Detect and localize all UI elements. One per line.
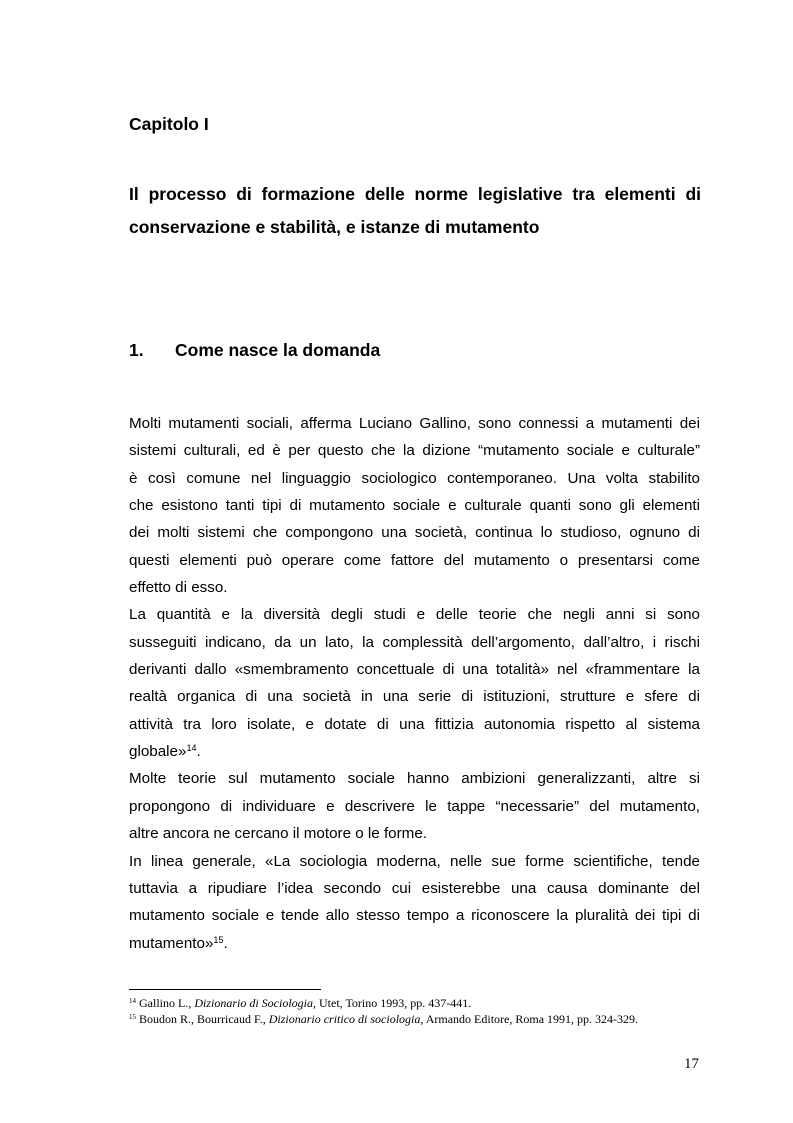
footnote-details: , Armando Editore, Roma 1991, pp. 324-329. — [420, 1011, 639, 1026]
body-line: derivanti dallo «smembramento concettuale di una totalità» nel «frammentare la — [129, 661, 700, 679]
body-line: realtà organica di una società in una serie di istituzioni, strutture e sfere di — [129, 688, 700, 706]
body-line: Molti mutamenti sociali, afferma Luciano Gallino, sono connessi a mutamenti dei — [129, 415, 700, 432]
body-line: tuttavia a ripudiare l’idea secondo cui esisterebbe una causa dominante del — [129, 879, 700, 897]
footnote-mark: 15 — [129, 1012, 136, 1021]
section-number: 1. — [129, 340, 144, 360]
body-line: sistemi culturali, ed è per questo che la dizione “mutamento sociale e culturale” — [129, 442, 700, 460]
body-line — [129, 930, 700, 957]
footnote-author: Gallino L., — [136, 996, 195, 1010]
footnote-details: , Utet, Torino 1993, pp. 437-441. — [313, 996, 472, 1010]
body-line: propongono di individuare e descrivere le tappe “necessarie” del mutamento, — [129, 797, 700, 815]
page-number: 17 — [684, 1056, 699, 1072]
chapter-title-line: Il processo di formazione delle norme legislative tra elementi di — [129, 184, 701, 204]
body-line: questi elementi può operare come fattore del mutamento o presentarsi come — [129, 551, 700, 569]
section-heading — [129, 340, 380, 361]
footnote-ref-period: . — [223, 934, 228, 952]
body-line: attività tra loro isolate, e dotate di una fittizia autonomia rispetto al sistema — [129, 715, 700, 733]
footnote-ref-15[interactable]: 15 — [213, 934, 224, 945]
body-line: In linea generale, «La sociologia moderna, nelle sue forme scientifiche, tende — [129, 852, 700, 870]
section-title: Come nasce la domanda — [175, 340, 381, 360]
chapter-title-line: conservazione e stabilità, e istanze di mutamento — [129, 217, 540, 237]
chapter-label: Capitolo I — [129, 114, 209, 134]
footnote-author: Boudon R., Bourricaud F., — [136, 1011, 269, 1026]
body-line — [129, 738, 700, 765]
body-line: La quantità e la diversità degli studi e delle teorie che negli anni si sono — [129, 606, 700, 624]
footnote-work-title: Dizionario critico di sociologia — [268, 1011, 421, 1026]
body-line: Molte teorie sul mutamento sociale hanno ambizioni generalizzanti, altre si — [129, 770, 700, 788]
body-line: effetto di esso. — [129, 579, 228, 597]
footnote-ref-period: . — [196, 743, 201, 761]
footnote-work-title: Dizionario di Sociologia — [194, 996, 313, 1010]
body-line: che esistono tanti tipi di mutamento sociale e culturale quanti sono gli elementi — [129, 497, 700, 515]
footnote-mark: 14 — [129, 997, 136, 1005]
body-line: altre ancora ne cercano il motore o le forme. — [129, 825, 427, 843]
body-line: dei molti sistemi che compongono una società, continua lo studioso, ognuno di — [129, 524, 700, 542]
footnote-14 — [129, 996, 701, 1012]
footnote-15 — [129, 1012, 701, 1028]
body-line-text: globale» — [129, 743, 187, 761]
body-line: susseguiti indicano, da un lato, la complessità dell’argomento, dall’altro, i rischi — [129, 633, 700, 651]
chapter-title — [129, 178, 701, 244]
footnotes — [129, 996, 701, 1027]
body-text — [129, 410, 700, 957]
body-line: è così comune nel linguaggio sociologico contemporaneo. Una volta stabilito — [129, 469, 700, 487]
footnote-separator — [129, 989, 321, 990]
body-line: mutamento sociale e tende allo stesso tempo a riconoscere la pluralità dei tipi di — [129, 907, 700, 925]
footnote-ref-14[interactable]: 14 — [186, 743, 197, 754]
body-line-text: mutamento» — [129, 934, 214, 952]
